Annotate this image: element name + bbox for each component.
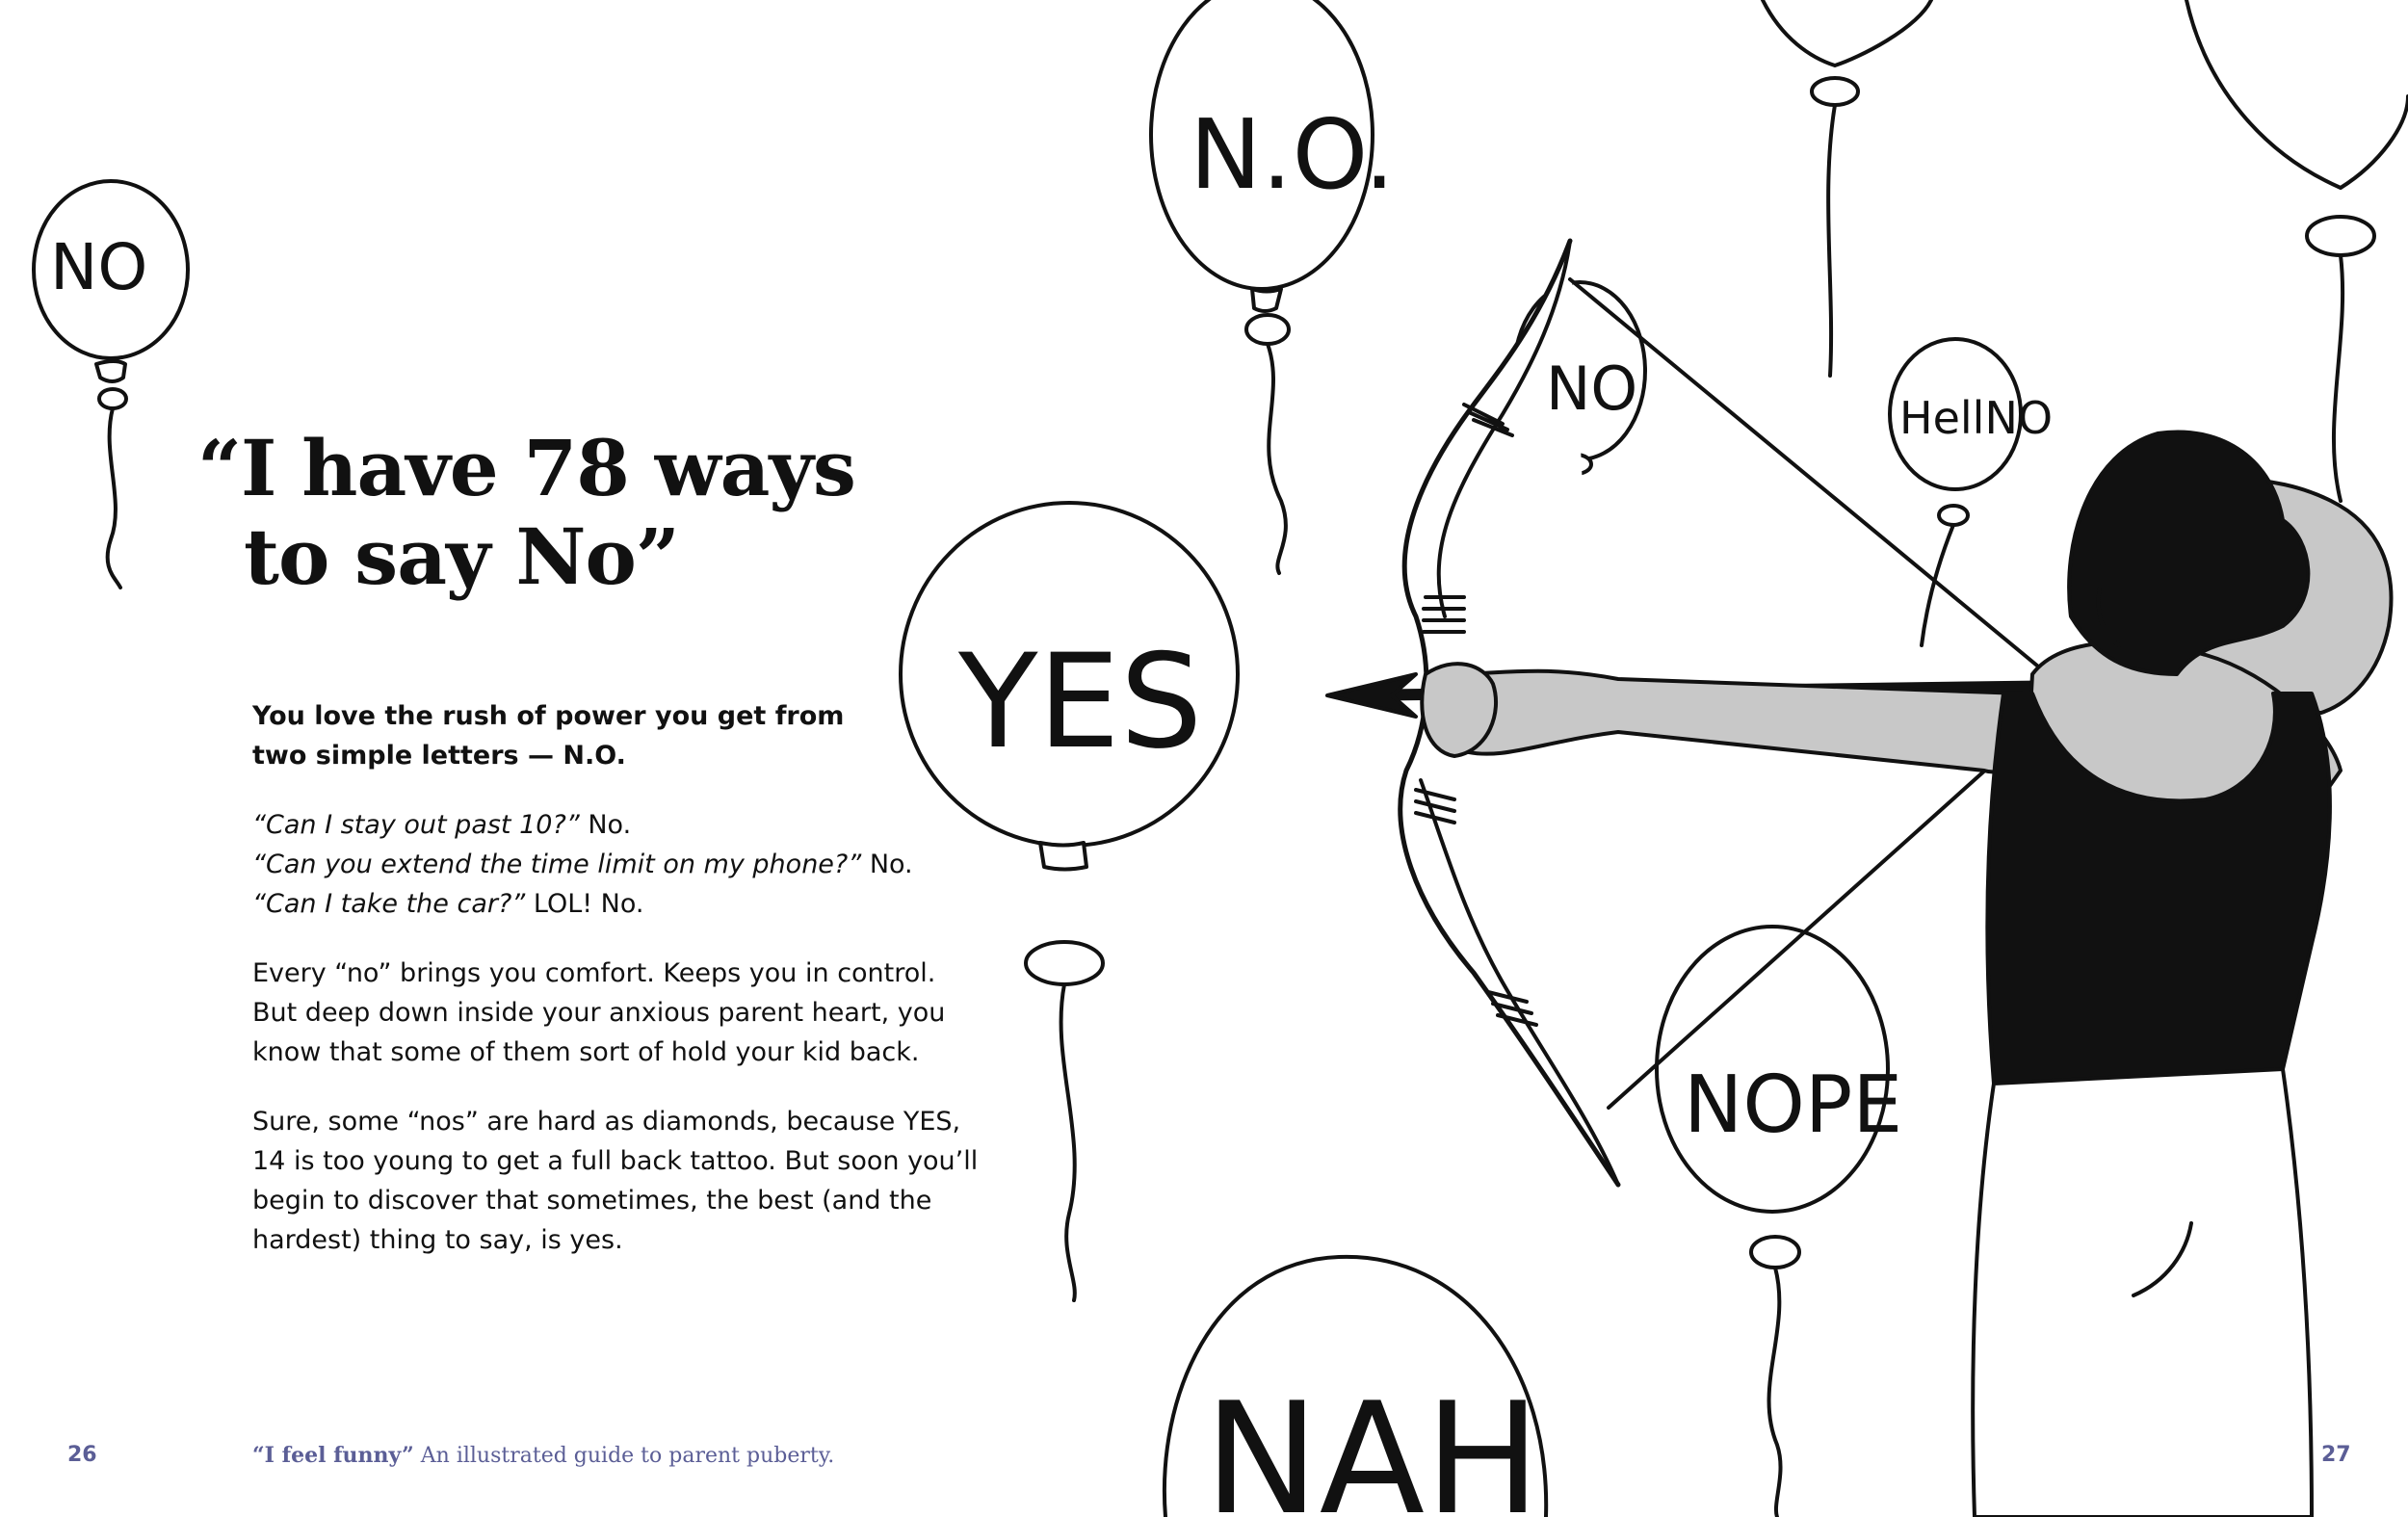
body-copy — [252, 696, 1004, 1290]
book-title: “I feel funny” — [252, 1443, 414, 1468]
page-headline — [197, 424, 855, 601]
balloon-no-left-label: NO — [50, 230, 148, 304]
comfort-paragraph: Every “no” brings you comfort. Keeps you in control. But deep down inside your anxious parent heart, you know that some of them sort of hold your kid back. — [252, 958, 946, 1067]
balloon-top-center — [1763, 0, 1931, 376]
balloon-no-dots-label: N.O. — [1190, 98, 1396, 211]
balloon-no-small-label: NO — [1546, 353, 1638, 424]
balloon-hell-no-label: HellNO — [1899, 392, 2054, 444]
page-number-left: 26 — [67, 1443, 97, 1467]
dialogue-paragraph: “Can I stay out past 10?” No. “Can you extend the time limit on my phone?” No. “Can I take the car?” LOL! No. — [252, 810, 913, 919]
balloon-nope-label: NOPE — [1684, 1059, 1903, 1151]
balloon-nah-label: NAH — [1204, 1369, 1541, 1517]
balloon-top-right — [2186, 0, 2408, 501]
balloon-no-dots — [1151, 0, 1373, 573]
running-footer — [252, 1443, 834, 1468]
balloon-nope — [1657, 927, 1888, 1517]
balloon-yes-label: YES — [958, 626, 1203, 777]
book-subtitle: An illustrated guide to parent puberty. — [413, 1444, 835, 1468]
headline-line-1: “I have 78 ways — [197, 423, 855, 513]
lead-paragraph: You love the rush of power you get from two simple letters — N.O. — [252, 701, 845, 771]
page-number-right: 27 — [2321, 1443, 2351, 1467]
headline-line-2: to say No” — [244, 511, 679, 602]
diamonds-paragraph: Sure, some “nos” are hard as diamonds, because YES, 14 is too young to get a full back tattoo. But soon you’ll begin to discover that sometimes, the best (and the hardest) thing to say, is yes. — [252, 1107, 979, 1255]
